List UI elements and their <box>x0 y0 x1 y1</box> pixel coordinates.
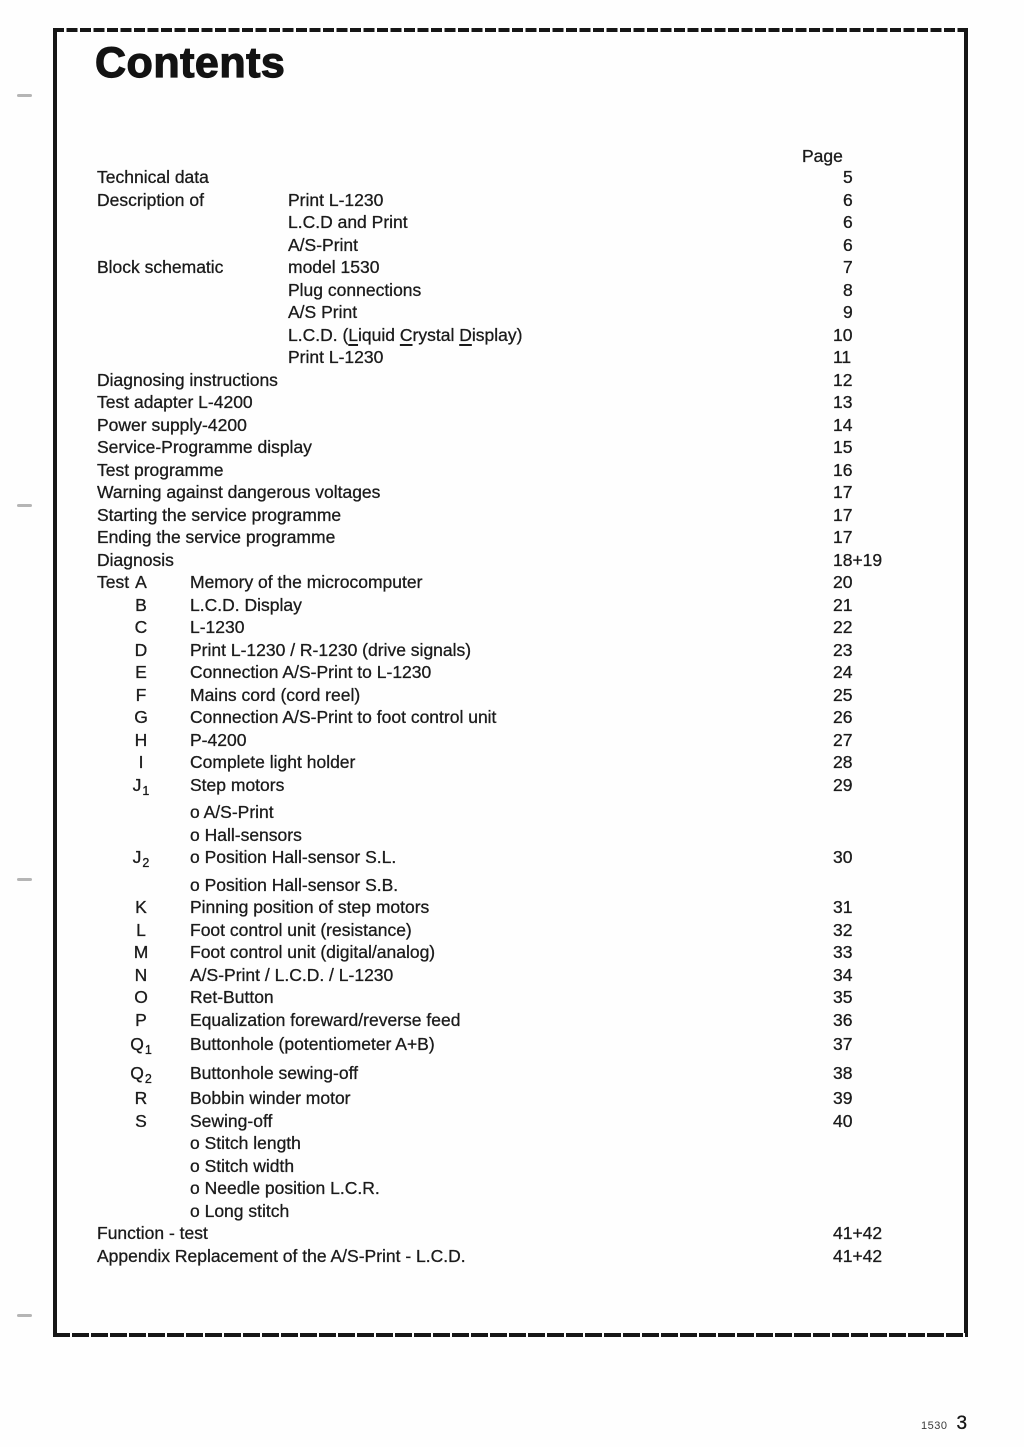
toc-row <box>97 166 927 189</box>
toc-entry-text: model 1530 <box>288 257 380 277</box>
toc-page-number: 14 <box>833 414 853 435</box>
toc-row <box>97 1222 927 1245</box>
toc-entry-text: o Stitch width <box>190 1155 295 1176</box>
toc-entry-text: Connection A/S-Print to L-1230 <box>190 662 432 682</box>
toc-page-number: 31 <box>833 897 853 917</box>
toc-page-number: 21 <box>833 594 853 615</box>
toc-section-label: Test <box>97 572 130 592</box>
toc-row <box>97 941 927 964</box>
fold-mark <box>17 1314 32 1317</box>
toc-row <box>97 301 927 324</box>
toc-test-letter: M <box>133 942 149 962</box>
toc-section-label: Technical data <box>97 167 209 187</box>
toc-entry-text: Mains cord (cord reel) <box>190 684 361 705</box>
toc-test-letter: E <box>135 662 147 682</box>
toc-page-number: 6 <box>843 189 853 210</box>
toc-test-letter: I <box>138 752 144 772</box>
toc-page-number: 35 <box>833 987 853 1007</box>
toc-row <box>97 279 927 302</box>
toc-entry-text: Pinning position of step motors <box>190 897 430 917</box>
toc-section-label: Service-Programme display <box>97 437 312 457</box>
toc-page-number: 30 <box>833 847 853 867</box>
toc-row <box>97 594 927 617</box>
fold-mark <box>17 94 32 97</box>
toc-row <box>97 684 927 707</box>
toc-entry-text: o Stitch length <box>190 1133 301 1153</box>
toc-row <box>97 1132 927 1155</box>
toc-page-number: 29 <box>833 774 853 795</box>
toc-test-letter: $Q_2$ <box>130 1062 152 1086</box>
toc-section-label: Ending the service programme <box>97 527 336 547</box>
toc-entry-text: o Position Hall-sensor S.B. <box>190 874 399 895</box>
toc-test-letter: F <box>135 684 147 705</box>
toc-row <box>97 729 927 752</box>
toc-row <box>97 211 927 234</box>
toc-test-letter: S <box>135 1110 147 1131</box>
toc-row <box>97 1245 927 1268</box>
page-footer <box>921 1414 967 1436</box>
toc-entry-text: o Hall-sensors <box>190 824 302 845</box>
toc-row <box>97 549 927 572</box>
toc-entry-text: Sewing-off <box>190 1110 273 1131</box>
toc-row <box>97 874 927 897</box>
toc-page-number: 39 <box>833 1088 853 1108</box>
toc-page-number: 37 <box>833 1034 853 1054</box>
toc-page-number: 11 <box>833 347 852 367</box>
toc-entry-text: Print L-1230 <box>288 347 384 367</box>
toc-section-label: Test programme <box>97 459 224 480</box>
toc-entry-text: Print L-1230 <box>288 189 384 210</box>
toc-entry-text: Ret-Button <box>190 987 274 1007</box>
toc-entry-text: L.C.D. Display <box>190 594 302 615</box>
toc-row <box>97 774 927 797</box>
toc-row <box>97 436 927 459</box>
toc-page-number: 20 <box>833 572 853 592</box>
toc-row <box>97 369 927 392</box>
toc-row <box>97 1087 927 1110</box>
toc-test-letter: D <box>134 639 148 660</box>
toc-page-number: 33 <box>833 942 853 962</box>
toc-entry-text: o Needle position L.C.R. <box>190 1178 380 1198</box>
toc-row <box>97 846 927 869</box>
toc-section-label: Description of <box>97 189 204 210</box>
toc-row <box>97 1110 927 1133</box>
toc-row <box>97 504 927 527</box>
toc-row <box>97 616 927 639</box>
toc-page-number: 7 <box>843 257 853 277</box>
toc-row <box>97 256 927 279</box>
toc-page-number: 32 <box>833 919 853 940</box>
toc-test-letter: K <box>135 897 147 917</box>
toc-page-number: 17 <box>833 482 853 502</box>
toc-page-number: 18+19 <box>833 549 883 570</box>
toc-row <box>97 1200 927 1223</box>
toc-section-label: Test adapter L-4200 <box>97 392 253 412</box>
toc-entry-text: o Long stitch <box>190 1200 290 1221</box>
toc-entry-text: P-4200 <box>190 729 247 750</box>
toc-row <box>97 189 927 212</box>
page-column-header: Page <box>802 146 843 166</box>
toc-page-number: 38 <box>833 1062 853 1083</box>
toc-page-number: 17 <box>833 504 853 525</box>
toc-page-number: 25 <box>833 684 853 705</box>
toc-section-label: Block schematic <box>97 257 224 277</box>
toc-row <box>97 391 927 414</box>
toc-test-letter: $J_2$ <box>132 847 150 870</box>
toc-entry-text: o A/S-Print <box>190 802 274 822</box>
toc-row <box>97 526 927 549</box>
toc-entry-text: Bobbin winder motor <box>190 1088 351 1108</box>
toc-entry-text: A/S-Print / L.C.D. / L-1230 <box>190 964 394 985</box>
toc-row <box>97 896 927 919</box>
toc-entry-text: L.C.D. (Liquid Crystal Display) <box>288 324 523 345</box>
toc-entry-text: L-1230 <box>190 617 245 637</box>
toc-entry-text: Complete light holder <box>190 752 356 772</box>
toc-section-label: Diagnosing instructions <box>97 369 278 390</box>
toc-row <box>97 346 927 369</box>
toc-entry-text: Plug connections <box>288 279 422 300</box>
toc-entry-text: Foot control unit (digital/analog) <box>190 942 436 962</box>
toc-row <box>97 1033 927 1056</box>
toc-entry-text: Step motors <box>190 774 285 795</box>
toc-entry-text: Memory of the microcomputer <box>190 572 423 592</box>
toc-page-number: 12 <box>833 369 853 390</box>
toc-row <box>97 324 927 347</box>
toc-page-number: 8 <box>843 279 853 300</box>
toc-entry-text: Foot control unit (resistance) <box>190 919 412 940</box>
toc-row <box>97 571 927 594</box>
toc-section-label: Power supply-4200 <box>97 414 247 435</box>
toc-row <box>97 1177 927 1200</box>
toc-page-number: 6 <box>843 234 853 255</box>
footer-model-number: 1530 <box>921 1420 948 1432</box>
toc-rows <box>97 166 927 1267</box>
toc-section-label: Diagnosis <box>97 549 174 570</box>
toc-entry-text: Connection A/S-Print to foot control unit <box>190 707 497 727</box>
fold-mark <box>17 504 32 507</box>
toc-test-letter: C <box>134 617 148 637</box>
toc-row <box>97 481 927 504</box>
toc-entry-text: Buttonhole (potentiometer A+B) <box>190 1034 435 1054</box>
toc-row <box>97 1062 927 1085</box>
toc-page-number: 22 <box>833 617 853 637</box>
toc-test-letter: B <box>135 594 147 615</box>
toc-row <box>97 1155 927 1178</box>
toc-entry-text: Buttonhole sewing-off <box>190 1062 358 1083</box>
toc-page-number: 9 <box>843 302 853 322</box>
toc-test-letter: $J_1$ <box>132 774 150 798</box>
footer-page-number: 3 <box>956 1413 968 1434</box>
toc-test-letter: H <box>134 729 148 750</box>
toc-entry-text: Equalization foreward/reverse feed <box>190 1009 461 1030</box>
toc-page-number: 15 <box>833 437 853 457</box>
toc-row <box>97 706 927 729</box>
toc-row <box>97 1009 927 1032</box>
toc-page-number: 6 <box>843 212 853 232</box>
toc-section-label: Warning against dangerous voltages <box>97 482 381 502</box>
toc-page-number: 36 <box>833 1009 853 1030</box>
toc-test-letter: N <box>134 964 148 985</box>
toc-page-number: 26 <box>833 707 853 727</box>
toc-test-letter: A <box>135 572 147 592</box>
toc-section-label: Starting the service programme <box>97 504 342 525</box>
toc-page-number: 16 <box>833 459 853 480</box>
toc-row <box>97 964 927 987</box>
toc-section-label: Function - test <box>97 1223 208 1243</box>
toc-page-number: 23 <box>833 639 853 660</box>
page-title: Contents <box>95 39 286 87</box>
toc-entry-text: L.C.D and Print <box>288 212 408 232</box>
toc-row <box>97 751 927 774</box>
toc-test-letter: O <box>134 987 148 1007</box>
toc-row <box>97 661 927 684</box>
toc-row <box>97 986 927 1009</box>
toc-test-letter: L <box>136 919 146 940</box>
toc-row <box>97 801 927 824</box>
toc-row <box>97 459 927 482</box>
toc-test-letter: G <box>134 707 148 727</box>
toc-page-number: 41+42 <box>833 1245 883 1266</box>
toc-test-letter: P <box>135 1009 147 1030</box>
toc-row <box>97 234 927 257</box>
toc-page-number: 10 <box>833 324 853 345</box>
toc-test-letter: $Q_1$ <box>130 1034 152 1057</box>
toc-page-number: 17 <box>833 527 853 547</box>
toc-page-number: 24 <box>833 662 853 682</box>
toc-entry-text: o Position Hall-sensor S.L. <box>190 847 397 867</box>
toc-page-number: 40 <box>833 1110 853 1131</box>
toc-row <box>97 919 927 942</box>
toc-page-number: 41+42 <box>833 1223 883 1243</box>
toc-page-number: 5 <box>843 167 853 187</box>
toc-row <box>97 414 927 437</box>
fold-mark <box>17 878 32 881</box>
toc-entry-text: A/S-Print <box>288 234 359 255</box>
toc-row <box>97 639 927 662</box>
toc-page-number: 27 <box>833 729 853 750</box>
toc-page-number: 13 <box>833 392 853 412</box>
toc-entry-text: A/S Print <box>288 302 358 322</box>
toc-section-label: Appendix Replacement of the A/S-Print - L.C.D. <box>97 1245 466 1266</box>
toc-row <box>97 824 927 847</box>
toc-entry-text: Print L-1230 / R-1230 (drive signals) <box>190 639 472 660</box>
toc-test-letter: R <box>134 1088 148 1108</box>
toc-page-number: 28 <box>833 752 853 772</box>
toc-page-number: 34 <box>833 964 853 985</box>
